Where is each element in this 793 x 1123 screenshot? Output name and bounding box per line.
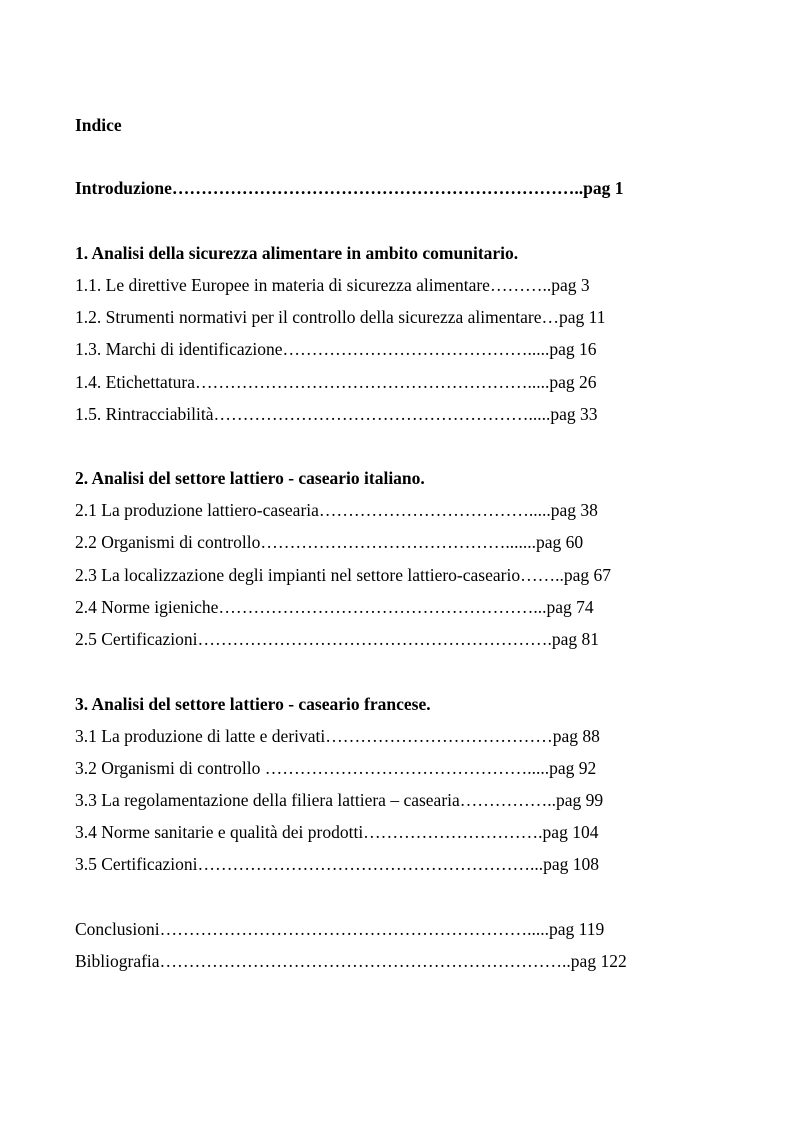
toc-entry: 3.1 La produzione di latte e derivati…………………………………pag 88 xyxy=(75,726,600,746)
chapter-1-title: 1. Analisi della sicurezza alimentare in ambito comunitario. xyxy=(75,243,519,263)
toc-entry: 3.4 Norme sanitarie e qualità dei prodotti………………………….pag 104 xyxy=(75,822,599,842)
toc-entry: 1.2. Strumenti normativi per il controllo della sicurezza alimentare…pag 11 xyxy=(75,307,606,327)
toc-entry: 3.2 Organismi di controllo ……………………………………….....pag 92 xyxy=(75,758,597,778)
toc-entry-conclusions: Conclusioni……………………………………………………….....pag 119 xyxy=(75,919,605,939)
toc-entry: 1.1. Le direttive Europee in materia di sicurezza alimentare………..pag 3 xyxy=(75,275,590,295)
toc-entry: 2.1 La produzione lattiero-casearia……………………………….....pag 38 xyxy=(75,500,598,520)
toc-entry-bibliography: Bibliografia……………………………………………………………..pag 122 xyxy=(75,951,627,971)
toc-entry: 3.3 La regolamentazione della filiera lattiera – casearia……………..pag 99 xyxy=(75,790,604,810)
toc-entry-introduction: Introduzione……………………………………………………………..pag 1 xyxy=(75,178,624,198)
toc-entry: 2.3 La localizzazione degli impianti nel settore lattiero-caseario……..pag 67 xyxy=(75,565,611,585)
toc-entry: 2.5 Certificazioni…………………………………………………….pag 81 xyxy=(75,629,599,649)
toc-entry: 1.5. Rintracciabilità……………………………………………….....pag 33 xyxy=(75,404,598,424)
toc-entry: 2.4 Norme igieniche………………………………………………...pag 74 xyxy=(75,597,594,617)
toc-entry: 3.5 Certificazioni…………………………………………………...pag 108 xyxy=(75,854,599,874)
chapter-2-title: 2. Analisi del settore lattiero - caseario italiano. xyxy=(75,468,425,488)
chapter-3-title: 3. Analisi del settore lattiero - caseario francese. xyxy=(75,694,431,714)
toc-heading: Indice xyxy=(75,115,122,135)
toc-entry: 1.4. Etichettatura………………………………………………….....pag 26 xyxy=(75,372,597,392)
toc-entry: 2.2 Organismi di controllo…………………………………….......pag 60 xyxy=(75,532,584,552)
toc-entry: 1.3. Marchi di identificazione…………………………………….....pag 16 xyxy=(75,339,597,359)
